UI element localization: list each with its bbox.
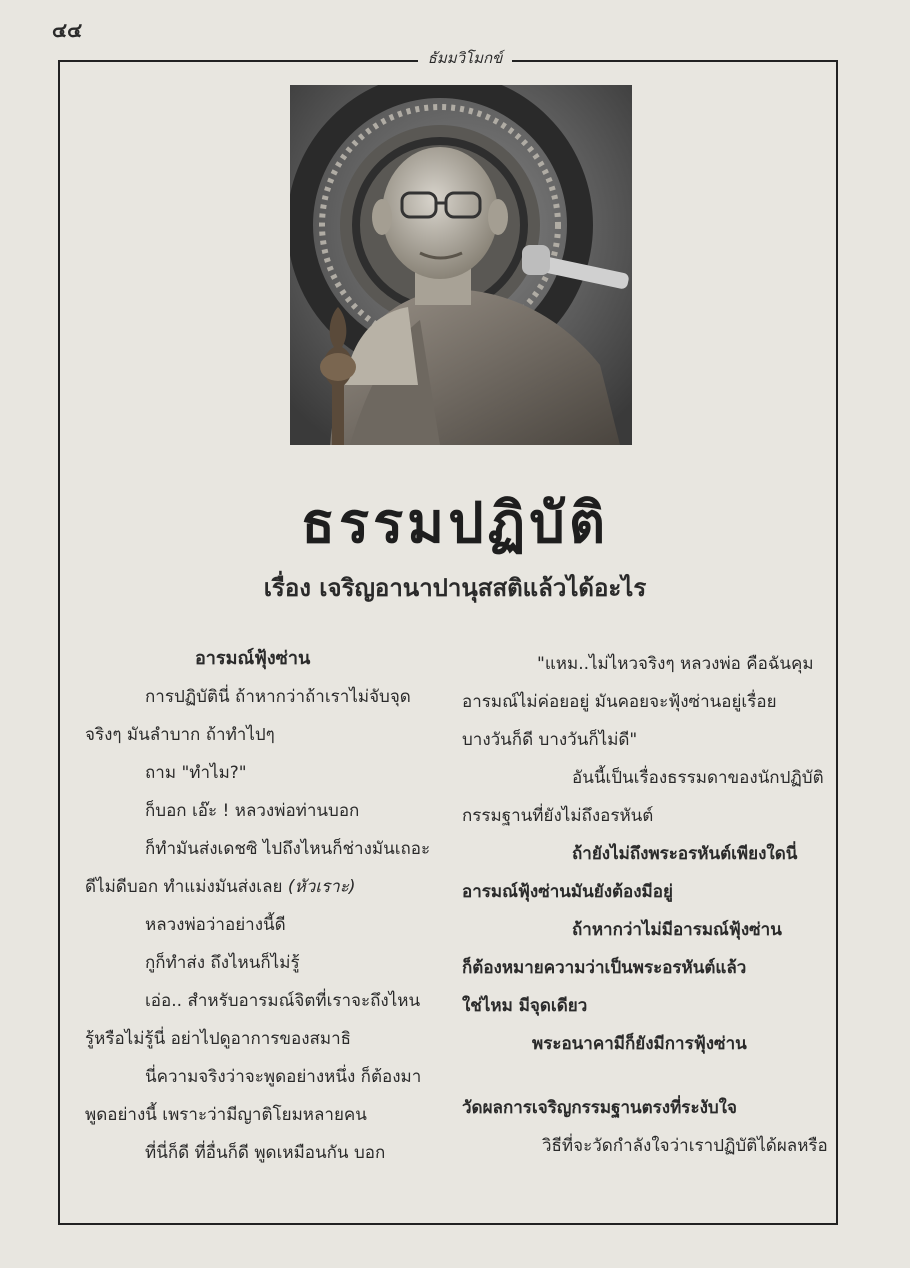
text-line bbox=[85, 868, 440, 906]
text-line: จริงๆ มันลำบาก ถ้าทำไปๆ bbox=[85, 725, 275, 745]
text-line: กรรมฐานที่ยังไม่ถึงอรหันต์ bbox=[462, 806, 654, 826]
text-line: เอ่อ.. สำหรับอารมณ์จิตที่เราจะถึงไหน bbox=[145, 991, 421, 1011]
article-subtitle: เรื่อง เจริญอานาปานุสสติแล้วได้อะไร bbox=[263, 574, 647, 602]
right-column bbox=[462, 645, 828, 1165]
text-line: "แหม..ไม่ไหวจริงๆ หลวงพ่อ คือฉันคุม bbox=[537, 654, 814, 674]
text-line: ที่นี่ก็ดี ที่อื่นก็ดี พูดเหมือนกัน บอก bbox=[145, 1143, 386, 1163]
text-line: รู้หรือไม่รู้นี่ อย่าไปดูอาการของสมาธิ bbox=[85, 1029, 352, 1049]
monk-photo bbox=[290, 85, 632, 445]
text-line: หลวงพ่อว่าอย่างนี้ดี bbox=[145, 915, 286, 935]
spacer bbox=[462, 1063, 822, 1089]
article-title: ธรรมปฏิบัติ bbox=[300, 491, 610, 556]
page-number: ๔๔ bbox=[52, 18, 83, 42]
text-line: ก็ทำมันส่งเดชซิ ไปถึงไหนก็ช่างมันเถอะ bbox=[145, 839, 431, 859]
running-header-text: ธัมมวิโมกข์ bbox=[418, 46, 513, 70]
text-line-bold: ถ้ายังไม่ถึงพระอรหันต์เพียงใดนี่ bbox=[572, 844, 798, 864]
text-line: ถาม "ทำไม?" bbox=[145, 763, 247, 783]
text-line-bold: ใช่ไหม มีจุดเดียว bbox=[462, 996, 588, 1016]
section-heading: อารมณ์ฟุ้งซ่าน bbox=[195, 648, 311, 669]
laughter-note: (หัวเราะ) bbox=[287, 877, 356, 897]
text-line: การปฏิบัตินี่ ถ้าหากว่าถ้าเราไม่จับจุด bbox=[145, 687, 411, 707]
text-line: อันนี้เป็นเรื่องธรรมดาของนักปฏิบัติ bbox=[572, 768, 824, 788]
text-segment: ดีไม่ดีบอก ทำแม่งมันส่งเลย bbox=[85, 877, 283, 897]
left-column bbox=[85, 640, 440, 1172]
monk-photo-image bbox=[290, 85, 632, 445]
section-heading-right: วัดผลการเจริญกรรมฐานตรงที่ระงับใจ bbox=[462, 1098, 737, 1118]
text-line-bold: อารมณ์ฟุ้งซ่านมันยังต้องมีอยู่ bbox=[462, 882, 673, 902]
text-line: กูก็ทำส่ง ถึงไหนก็ไม่รู้ bbox=[145, 953, 300, 973]
text-line: ก็บอก เอ๊ะ ! หลวงพ่อท่านบอก bbox=[145, 801, 360, 821]
text-line: อารมณ์ไม่ค่อยอยู่ มันคอยจะฟุ้งซ่านอยู่เรื่อย bbox=[462, 692, 777, 712]
running-header bbox=[0, 46, 910, 70]
text-line: วิธีที่จะวัดกำลังใจว่าเราปฏิบัติได้ผลหรือ bbox=[542, 1136, 828, 1156]
text-line-bold: ถ้าหากว่าไม่มีอารมณ์ฟุ้งซ่าน bbox=[572, 920, 782, 940]
text-line: พูดอย่างนี้ เพราะว่ามีญาติโยมหลายคน bbox=[85, 1105, 367, 1125]
text-line: บางวันก็ดี บางวันก็ไม่ดี" bbox=[462, 730, 638, 750]
text-line: นี่ความจริงว่าจะพูดอย่างหนึ่ง ก็ต้องมา bbox=[145, 1067, 422, 1087]
text-line-bold: ก็ต้องหมายความว่าเป็นพระอรหันต์แล้ว bbox=[462, 958, 747, 978]
text-line-bold: พระอนาคามีก็ยังมีการฟุ้งซ่าน bbox=[532, 1034, 747, 1054]
